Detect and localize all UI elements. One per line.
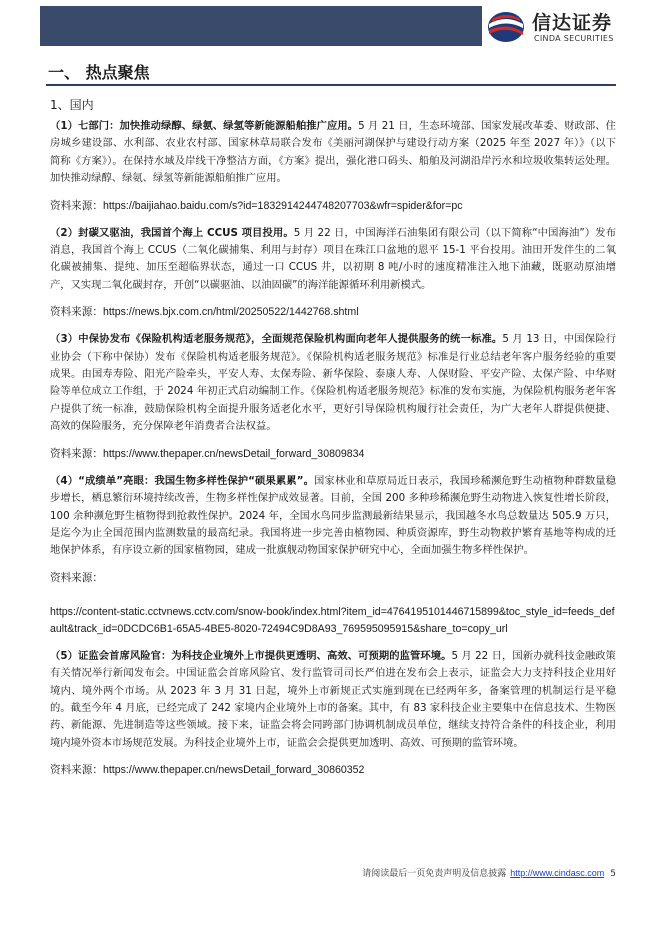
header-band xyxy=(40,6,482,46)
cinda-logo-icon xyxy=(486,10,526,44)
news-body: 国家林业和草原局近日表示，我国珍稀濒危野生动植物种群数量稳步增长，栖息繁衍环境持续改善，生物多样性保护成效显著。目前，全国 200 多种珍稀濒危野生动物进入恢复性增长阶段，100 余种濒危野生植物得到抢救性保护。2024 年，全国水鸟同步监测最新结果显示，我国越冬水鸟总数量达 505.9 万只，是迄今为止全国范围内监测数量的最高纪录。我国将进一步完善由植物园、种质资源库，野生动物救护繁育基地等构成的迁地保护体系，有序设立新的国家植物园，建成一批旗舰动物国家保护研究中心，全面加强生物多样性保护。 xyxy=(50,474,617,557)
news-item xyxy=(50,648,616,779)
news-headline: （1）七部门：加快推动绿醇、绿氨、绿氢等新能源船舶推广应用。 xyxy=(50,120,359,132)
news-item xyxy=(50,331,616,462)
source-label: 资料来源： xyxy=(50,764,103,777)
brand-name-en: CINDA SECURITIES xyxy=(534,34,614,43)
page-footer xyxy=(362,866,616,879)
news-source xyxy=(50,762,616,779)
news-item xyxy=(50,473,616,638)
news-paragraph xyxy=(50,473,616,560)
page-number: 5 xyxy=(610,869,616,879)
news-body: 5 月 21 日，生态环境部、国家发展改革委、财政部、住房城乡建设部、水利部、农业农村部、国家林草局联合发布《美丽河湖保护与建设行动方案（2025 年至 2027 年）》（以下简称《方案》）。在保持水域及岸线干净整洁方面，《方案》提出，强化港口码头、船舶及河湖沿岸污水和垃圾收集转运处理。加快推动绿醇、绿氨、绿氢等新能源船舶推广应用。 xyxy=(50,120,616,185)
news-paragraph xyxy=(50,225,616,295)
news-source xyxy=(50,198,616,215)
brand-name-cn: 信达证券 xyxy=(532,12,613,34)
news-list xyxy=(50,118,616,789)
subsection-title: 1、国内 xyxy=(50,98,94,112)
news-paragraph xyxy=(50,331,616,435)
source-label: 资料来源： xyxy=(50,199,103,212)
news-headline: （3）中保协发布《保险机构适老服务规范》，全面规范保险机构面向老年人提供服务的统一标准。 xyxy=(50,333,503,346)
news-body: 5 月 22 日，中国海洋石油集团有限公司（以下简称“中国海油”）发布消息，我国首个海上 CCUS（二氧化碳捕集、利用与封存）项目在珠江口盆地的恩平 15-1 平台投用。油田开发伴生的二氧化碳被捕集、提纯、加压至超临界状态，通过一口 CCUS 井，以初期 8 吨/小时的速度精准注入地下油藏，既驱动原油增产，又实现二氧化碳封存，开创“以碳驱油、以油固碳”的海洋能源循环利用新模式。 xyxy=(50,226,616,291)
news-paragraph xyxy=(50,648,616,752)
news-headline: （4）“成绩单”亮眼：我国生物多样性保护“硕果累累”。 xyxy=(50,474,315,487)
news-body: 5 月 13 日，中国保险行业协会（下称中保协）发布《保险机构适老服务规范》。《保险机构适老服务规范》标准是行业总结老年客户服务经验的重要成果。由国寿寿险、阳光产险牵头，平安人寿、太保寿险、新华保险、泰康人寿、人保财险、平安产险、太保产险、中华财险等单位成立工作组，于 2024 年初正式启动编制工作。《保险机构适老服务规范》标准的发布实施，为保险机构服务老年客户提供了统一标准，鼓励保险机构全面提升服务适老化水平，更好引导保险机构履行社会责任，为广大老年人群提供便捷、高效的保险服务，充分保障老年消费者合法权益。 xyxy=(50,333,616,433)
news-source xyxy=(50,304,616,321)
news-body: 5 月 22 日，国新办就科技金融政策有关情况举行新闻发布会。中国证监会首席风险官、发行监管司司长严伯进在发布会上表示，证监会大力支持科技企业用好境内、境外两个市场。从 2023 年 3 月 31 日起，境外上市新规正式实施到现在已经两年多，备案管理的机制运行是平稳的。截至今年 4 月底，已经完成了 242 家境内企业境外上市的备案。其中，有 83 家科技企业主要集中在信息技术、生物医药、新能源、先进制造等这些领域。接下来，证监会将会同跨部门协调机制成员单位，继续支持符合条件的科技企业，利用境内境外资本市场规范发展。为科技企业境外上市，证监会会提供更加透明、高效、可预期的监管环境。 xyxy=(50,649,616,749)
news-item xyxy=(50,225,616,322)
news-source xyxy=(50,446,616,463)
news-source xyxy=(50,570,616,638)
source-url[interactable]: https://news.bjx.com.cn/html/20250522/1442768.shtml xyxy=(102,306,359,319)
news-headline: （2）封碳又驱油，我国首个海上 CCUS 项目投用。 xyxy=(50,226,294,239)
news-item xyxy=(50,118,616,215)
news-paragraph xyxy=(50,118,616,188)
source-url[interactable]: https://www.thepaper.cn/newsDetail_forward_30860352 xyxy=(102,764,365,777)
source-url[interactable]: https://www.thepaper.cn/newsDetail_forward_30809834 xyxy=(102,447,365,460)
source-label: 资料来源： xyxy=(50,447,103,460)
source-url[interactable]: https://content-static.cctvnews.cctv.com/snow-book/index.html?item_id=4764195101446715899&toc_style_id=feeds_default&track_id=0DCDC6B1-65A5-4BE5-8020-72494C9D8A93_769595095915&share_to=copy_url xyxy=(50,605,615,635)
source-label: 资料来源： xyxy=(50,571,103,584)
source-label: 资料来源： xyxy=(50,306,103,319)
section-title: 一、 热点聚焦 xyxy=(48,63,150,82)
section-divider xyxy=(46,84,616,86)
source-url[interactable]: https://baijiahao.baidu.com/s?id=1832914244748207703&wfr=spider&for=pc xyxy=(102,199,463,212)
footer-disclaimer: 请阅读最后一页免责声明及信息披露 xyxy=(362,869,507,879)
news-headline: （5）证监会首席风险官：为科技企业境外上市提供更透明、高效、可预期的监管环境。 xyxy=(50,649,452,662)
footer-website-link[interactable]: http://www.cindasc.com xyxy=(510,868,605,878)
brand-logo xyxy=(486,8,656,48)
